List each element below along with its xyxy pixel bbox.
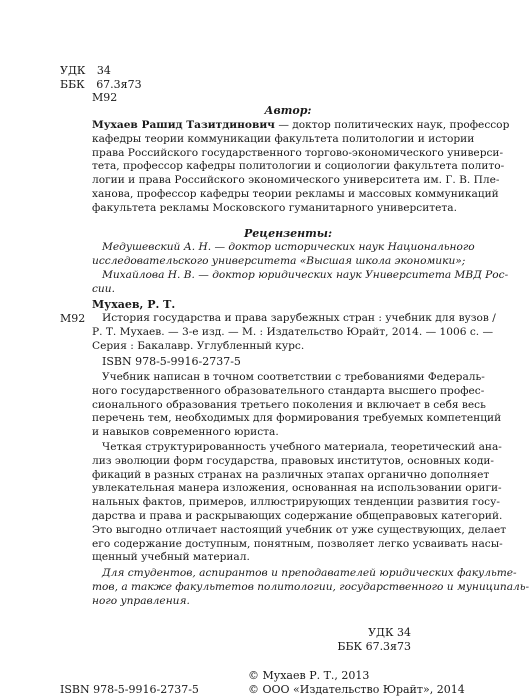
catalog-code: М92 xyxy=(60,312,86,325)
abstract-line: фикаций в разных странах на различных этапах органично дополняет xyxy=(92,468,490,481)
abstract-line: лиз эволюции форм государства, правовых институтов, основных коди- xyxy=(92,454,495,467)
abstract-paragraph-1 xyxy=(92,371,502,440)
catalog-record xyxy=(92,312,496,353)
bbk-label: ББК xyxy=(60,78,85,91)
footer-isbn: ISBN 978-5-9916-2737-5 xyxy=(60,683,199,696)
udk-label: УДК xyxy=(60,64,86,77)
catalog-line: Серия : Бакалавр. Углубленный курс. xyxy=(92,339,305,352)
audience-line: тов, а также факультетов политологии, государственного и муниципаль- xyxy=(92,580,529,593)
reviewer-line: сии. xyxy=(92,282,115,295)
abstract-line: Учебник написан в точном соответствии с требованиями Федераль- xyxy=(102,371,485,383)
udk-code xyxy=(60,64,111,78)
author-description xyxy=(92,119,510,216)
abstract-line: дарства и права и раскрывающих содержание общеправовых категорий. xyxy=(92,509,503,522)
abstract-line: и навыков современного юриста. xyxy=(92,426,279,439)
author-line: тета, профессор кафедры политологии и социологии факультета полито- xyxy=(92,160,505,173)
reviewers-heading: Рецензенты: xyxy=(243,227,333,240)
author-line: права Российского государственного торгово-экономического универси- xyxy=(92,146,504,159)
author-line: ханова, профессор кафедры теории рекламы и массовых коммуникаций xyxy=(92,187,499,200)
copyright-author: © Мухаев Р. Т., 2013 xyxy=(248,669,370,682)
audience-line: ного управления. xyxy=(92,594,190,607)
reviewer-2 xyxy=(92,269,509,297)
reviewer-line: Медушевский А. Н. — доктор исторических наук Национального xyxy=(102,241,475,253)
bbk-code xyxy=(60,78,142,92)
abstract-line: нальных фактов, примеров, иллюстрирующих тенденции развития госу- xyxy=(92,496,500,509)
catalog-isbn: ISBN 978-5-9916-2737-5 xyxy=(102,355,241,368)
abstract-line: ного государственного образовательного стандарта высшего профес- xyxy=(92,384,485,397)
reviewer-line: Михайлова Н. В. — доктор юридических наук Университета МВД Рос- xyxy=(102,269,509,281)
abstract-line: щенный учебный материал. xyxy=(92,551,250,564)
author-line: факультета рекламы Московского гуманитарного университета. xyxy=(92,201,457,214)
reviewer-1 xyxy=(92,241,475,269)
right-bbk: ББК 67.3я73 xyxy=(337,640,411,653)
catalog-line: Р. Т. Мухаев. — 3-е изд. — М. : Издательство Юрайт, 2014. — 1006 с. — xyxy=(92,325,494,338)
udk-value: 34 xyxy=(96,64,111,77)
abstract-line: перечень тем, необходимых для формирования требуемых компетенций xyxy=(92,412,502,425)
catalog-author: Мухаев, Р. Т. xyxy=(92,298,176,311)
abstract-line: Это выгодно отличает настоящий учебник от уже существующих, делает xyxy=(92,523,507,536)
author-name: Мухаев Рашид Тазитдинович xyxy=(92,119,275,131)
author-sign-code: М92 xyxy=(92,91,118,104)
abstract-line: его содержание доступным, понятным, позволяет легко усваивать насы- xyxy=(92,537,503,550)
abstract-audience xyxy=(92,567,529,608)
audience-line: Для студентов, аспирантов и преподавателей юридических факульте- xyxy=(102,567,517,579)
abstract-line: сионального образования третьего поколения и включает в себя весь xyxy=(92,398,486,411)
right-udk: УДК 34 xyxy=(368,626,411,639)
bbk-value: 67.3я73 xyxy=(96,78,142,91)
catalog-line: История государства и права зарубежных стран : учебник для вузов / xyxy=(102,312,496,324)
abstract-line: Четкая структурированность учебного материала, теоретический ана- xyxy=(102,441,502,453)
copyright-publisher: © ООО «Издательство Юрайт», 2014 xyxy=(248,683,465,696)
reviewer-line: исследовательского университета «Высшая школа экономики»; xyxy=(92,254,466,267)
author-line: логии и права Российского экономического университета им. Г. В. Пле- xyxy=(92,174,500,187)
abstract-line: увлекательная манера изложения, основанная на использовании ориги- xyxy=(92,482,502,495)
author-line: кафедры теории коммуникации факультета политологии и истории xyxy=(92,132,475,145)
author-line: Мухаев Рашид Тазитдинович — доктор политических наук, профессор xyxy=(92,119,510,131)
author-heading: Автор: xyxy=(264,104,312,117)
abstract-paragraph-2 xyxy=(92,441,507,565)
